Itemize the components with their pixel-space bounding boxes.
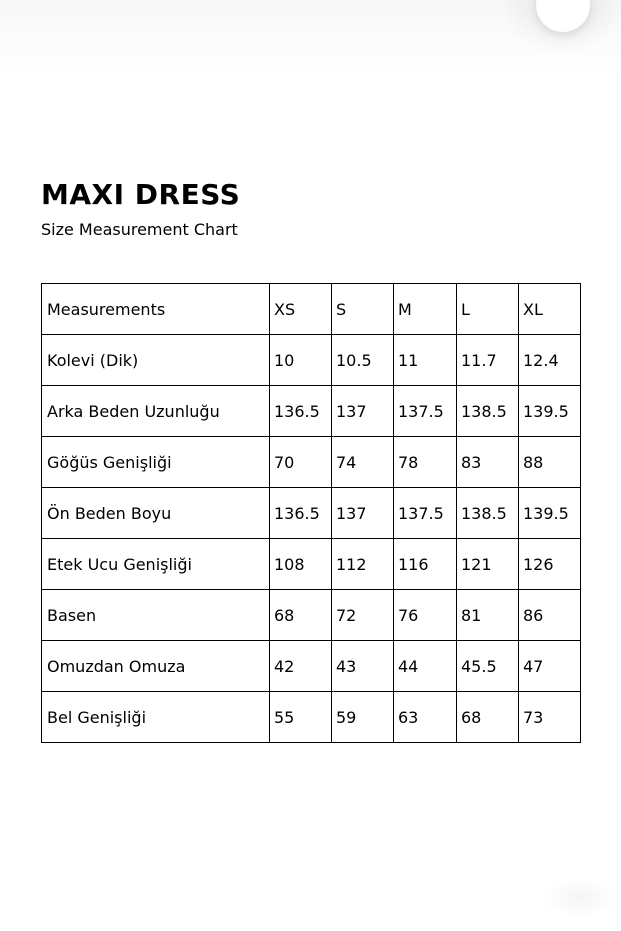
table-cell: 43 [332, 641, 394, 692]
table-cell: 121 [457, 539, 519, 590]
table-row [42, 590, 581, 641]
table-cell: 11.7 [457, 335, 519, 386]
header-size-m: M [394, 284, 457, 335]
table-cell: 74 [332, 437, 394, 488]
table-cell: 136.5 [270, 488, 332, 539]
table-cell: 68 [270, 590, 332, 641]
size-chart-table [41, 283, 581, 743]
header-size-xl: XL [519, 284, 581, 335]
table-cell: 137 [332, 386, 394, 437]
table-cell: 11 [394, 335, 457, 386]
header-size-xs: XS [270, 284, 332, 335]
table-cell: 72 [332, 590, 394, 641]
table-cell: 138.5 [457, 488, 519, 539]
table-cell: 139.5 [519, 386, 581, 437]
table-cell: 42 [270, 641, 332, 692]
table-cell: 76 [394, 590, 457, 641]
table-row [42, 386, 581, 437]
table-row [42, 539, 581, 590]
table-cell: 10.5 [332, 335, 394, 386]
table-cell: 59 [332, 692, 394, 743]
row-label: Omuzdan Omuza [42, 641, 270, 692]
table-cell: 78 [394, 437, 457, 488]
table-row [42, 692, 581, 743]
table-cell: 45.5 [457, 641, 519, 692]
row-label: Basen [42, 590, 270, 641]
table-cell: 12.4 [519, 335, 581, 386]
header-size-s: S [332, 284, 394, 335]
table-cell: 137.5 [394, 488, 457, 539]
table-row [42, 335, 581, 386]
row-label: Ön Beden Boyu [42, 488, 270, 539]
table-cell: 108 [270, 539, 332, 590]
table-row [42, 488, 581, 539]
table-cell: 81 [457, 590, 519, 641]
table-cell: 83 [457, 437, 519, 488]
row-label: Etek Ucu Genişliği [42, 539, 270, 590]
table-cell: 47 [519, 641, 581, 692]
table-cell: 136.5 [270, 386, 332, 437]
table-cell: 86 [519, 590, 581, 641]
table-cell: 44 [394, 641, 457, 692]
page-title: MAXI DRESS [41, 178, 241, 211]
table-cell: 138.5 [457, 386, 519, 437]
table-cell: 88 [519, 437, 581, 488]
row-label: Göğüs Genişliği [42, 437, 270, 488]
bottom-shadow [540, 878, 620, 918]
header-size-l: L [457, 284, 519, 335]
header-measurements: Measurements [42, 284, 270, 335]
table-row [42, 437, 581, 488]
table-cell: 139.5 [519, 488, 581, 539]
row-label: Arka Beden Uzunluğu [42, 386, 270, 437]
table-cell: 55 [270, 692, 332, 743]
table-cell: 70 [270, 437, 332, 488]
row-label: Bel Genişliği [42, 692, 270, 743]
table-cell: 63 [394, 692, 457, 743]
table-cell: 116 [394, 539, 457, 590]
page-subtitle: Size Measurement Chart [41, 220, 238, 239]
table-cell: 10 [270, 335, 332, 386]
table-row [42, 641, 581, 692]
table-cell: 73 [519, 692, 581, 743]
table-cell: 137.5 [394, 386, 457, 437]
table-cell: 126 [519, 539, 581, 590]
table-cell: 112 [332, 539, 394, 590]
table-header-row [42, 284, 581, 335]
table-cell: 137 [332, 488, 394, 539]
table-cell: 68 [457, 692, 519, 743]
row-label: Kolevi (Dik) [42, 335, 270, 386]
